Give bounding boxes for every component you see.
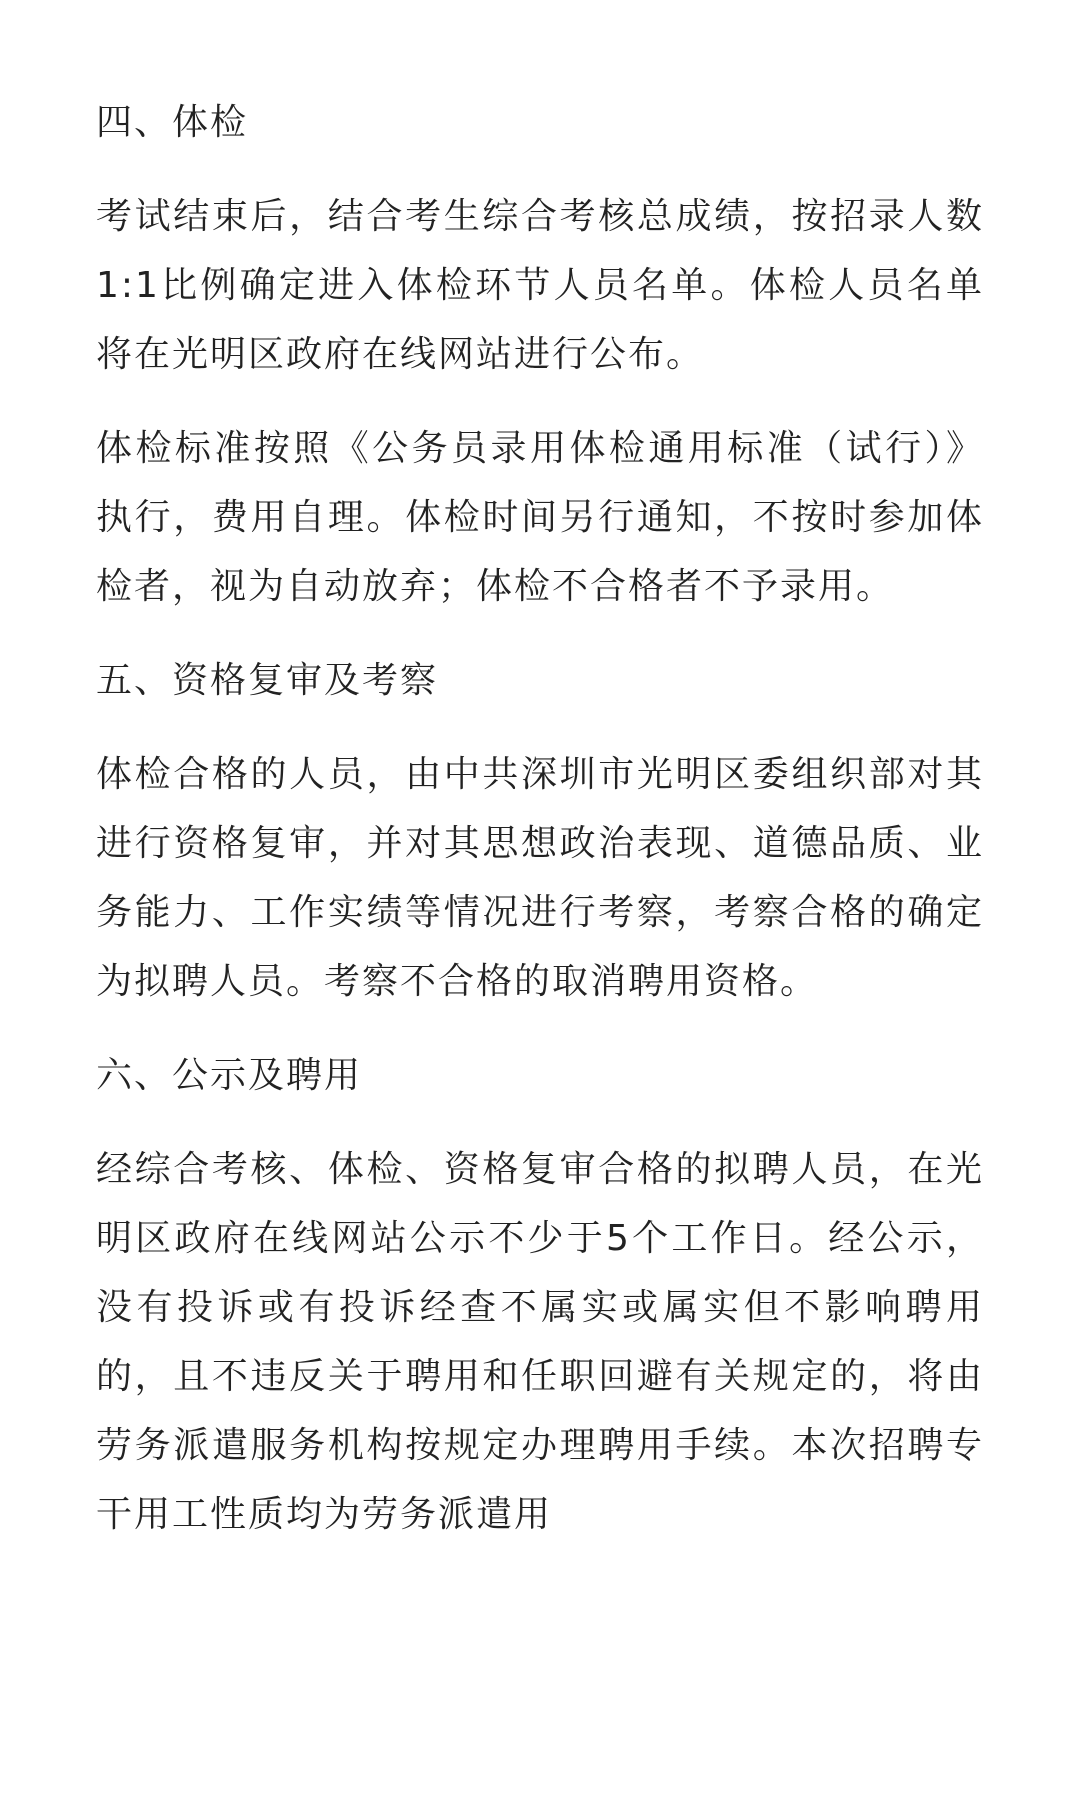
paragraph-publicity-employment: 经综合考核、体检、资格复审合格的拟聘人员，在光明区政府在线网站公示不少于5个工作日。经公示，没有投诉或有投诉经查不属实或属实但不影响聘用的，且不违反关于聘用和任职回避有关规定的，将由劳务派遣服务机构按规定办理聘用手续。本次招聘专干用工性质均为劳务派遣用	[96, 1149, 984, 1535]
section-heading-physical-exam: 四、体检	[96, 102, 249, 143]
paragraph-exam-standard: 体检标准按照《公务员录用体检通用标准（试行）》执行，费用自理。体检时间另行通知，不按时参加体检者，视为自动放弃；体检不合格者不予录用。	[96, 428, 984, 607]
paragraph-qualification-review: 体检合格的人员，由中共深圳市光明区委组织部对其进行资格复审，并对其思想政治表现、道德品质、业务能力、工作实绩等情况进行考察，考察合格的确定为拟聘人员。考察不合格的取消聘用资格。	[96, 754, 984, 1002]
paragraph-exam-list: 考试结束后，结合考生综合考核总成绩，按招录人数1:1比例确定进入体检环节人员名单。体检人员名单将在光明区政府在线网站进行公布。	[96, 196, 984, 375]
section-heading-qualification-review: 五、资格复审及考察	[96, 660, 439, 701]
section-heading-publicity-employment: 六、公示及聘用	[96, 1055, 363, 1096]
